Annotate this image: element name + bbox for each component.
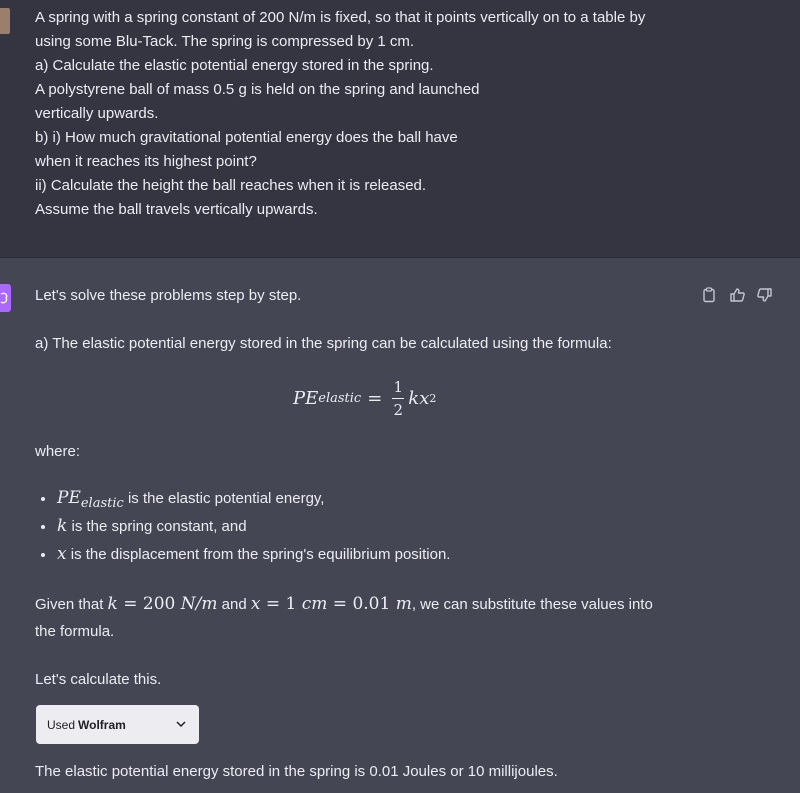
- bullet-text: is the elastic potential energy,: [123, 490, 325, 507]
- user-line: b) i) How much gravitational potential energy does the ball have: [35, 129, 458, 146]
- given-unit1: N/m: [180, 594, 218, 614]
- openai-logo-icon: [0, 291, 9, 305]
- tool-used-prefix: Used: [47, 717, 76, 732]
- given-k: k: [107, 594, 118, 614]
- intro-text: Let's solve these problems step by step.: [35, 287, 302, 304]
- message-actions: [700, 286, 774, 304]
- formula-fraction: [392, 378, 404, 419]
- user-line: ii) Calculate the height the ball reaches when it is released.: [35, 177, 427, 194]
- given-m: m: [395, 594, 412, 614]
- user-line: Assume the ball travels vertically upwards.: [35, 201, 318, 218]
- frac-numerator: 1: [393, 377, 404, 396]
- frac-denominator: 2: [393, 400, 404, 419]
- user-message-text: [35, 6, 735, 222]
- formula-equals: =: [367, 387, 383, 409]
- where-label: where:: [35, 443, 81, 460]
- user-line: using some Blu-Tack. The spring is compressed by 1 cm.: [35, 33, 415, 50]
- formula-lhs: PE: [293, 387, 319, 409]
- given-prefix: Given that: [35, 596, 108, 613]
- given-suffix: , we can substitute these values into: [411, 596, 653, 613]
- list-item: [35, 514, 450, 542]
- calc-text: Let's calculate this.: [35, 671, 162, 688]
- bullet-symbol: k: [57, 516, 68, 536]
- user-message: [0, 0, 800, 258]
- bullet-symbol: PE: [57, 488, 81, 508]
- thumbs-down-icon[interactable]: [756, 286, 774, 304]
- formula-rhs: kx: [408, 387, 430, 409]
- given-text: [35, 592, 653, 617]
- used-wolfram-dropdown[interactable]: [36, 705, 199, 744]
- formula-lhs-sub: elastic: [318, 390, 362, 406]
- assistant-message: [0, 258, 800, 793]
- result-text: The elastic potential energy stored in the spring is 0.01 Joules or 10 millijoules.: [35, 763, 558, 780]
- thumbs-up-icon[interactable]: [728, 286, 746, 304]
- user-line: A polystyrene ball of mass 0.5 g is held on the spring and launched: [35, 81, 480, 98]
- given-eq3: = 0.01: [327, 594, 396, 614]
- user-line: vertically upwards.: [35, 105, 159, 122]
- user-line: a) Calculate the elastic potential energy stored in the spring.: [35, 57, 434, 74]
- clipboard-icon[interactable]: [700, 286, 718, 304]
- list-item: [35, 486, 450, 514]
- part-a-text: a) The elastic potential energy stored in the spring can be calculated using the formula:: [35, 335, 612, 352]
- elastic-pe-formula: [293, 372, 436, 424]
- user-line: A spring with a spring constant of 200 N/m is fixed, so that it points vertically on to a table by: [35, 9, 646, 26]
- chevron-down-icon: [176, 720, 186, 728]
- given-and: and: [217, 596, 251, 613]
- user-avatar: [0, 8, 10, 34]
- tool-used-name: Wolfram: [78, 717, 126, 732]
- user-line: when it reaches its highest point?: [35, 153, 257, 170]
- bullet-text: is the spring constant, and: [67, 518, 247, 535]
- given-text-line2: the formula.: [35, 623, 115, 640]
- bullet-sub: elastic: [80, 496, 124, 511]
- bullet-symbol: x: [57, 544, 67, 564]
- assistant-avatar: [0, 284, 11, 312]
- given-eq1: = 200: [117, 594, 181, 614]
- formula-rhs-sup: 2: [429, 391, 437, 405]
- list-item: [35, 542, 450, 570]
- bullet-text: is the displacement from the spring's equilibrium position.: [66, 546, 451, 563]
- given-x: x: [250, 594, 261, 614]
- variable-list: [35, 486, 450, 570]
- given-eq2: = 1: [260, 594, 302, 614]
- given-cm: cm: [301, 594, 328, 614]
